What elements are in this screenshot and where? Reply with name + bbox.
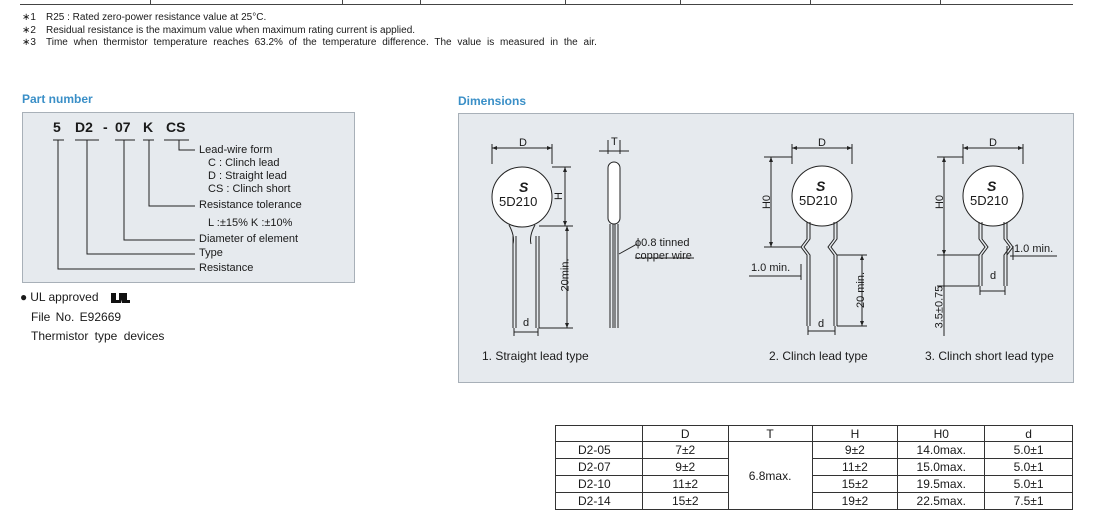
cell-model: D2-05	[556, 442, 643, 459]
cell-lead-spacing: 5.0±1	[985, 442, 1073, 459]
dimension-table	[555, 425, 1073, 510]
previous-table-bottom-edge	[20, 0, 1073, 5]
cell-d: 11±2	[642, 476, 728, 493]
clinch-lead-drawing	[749, 144, 867, 335]
dim-label-t: T	[611, 136, 618, 148]
footnote-2	[22, 25, 597, 38]
dim-label-h: H	[552, 192, 565, 200]
cell-model: D2-14	[556, 493, 643, 510]
wire-label-line2: copper wire	[635, 250, 692, 262]
footnote-1	[22, 12, 597, 25]
cell-lead-spacing: 5.0±1	[985, 476, 1073, 493]
code-tolerance: K	[143, 119, 154, 135]
dimensions-heading: Dimensions	[458, 94, 527, 108]
logo-icon: S	[816, 178, 826, 194]
cell-lead-spacing: 7.5±1	[985, 493, 1073, 510]
cell-model: D2-07	[556, 459, 643, 476]
footnote-mark: ∗2	[22, 24, 36, 36]
label-type: Type	[199, 247, 223, 259]
ul-approved-line	[20, 290, 132, 305]
dim-label-3-5: 3.5±0.75	[933, 285, 946, 329]
cell-lead-spacing: 5.0±1	[985, 459, 1073, 476]
caption-straight-lead: 1. Straight lead type	[482, 349, 589, 363]
cell-h0: 19.5max.	[898, 476, 985, 493]
caption-clinch-lead: 2. Clinch lead type	[769, 349, 868, 363]
body-marking-2: 5D210	[799, 193, 838, 208]
dim-label-h0-3: H0	[934, 194, 947, 210]
caption-clinch-short: 3. Clinch short lead type	[925, 349, 1054, 363]
label-clinch-short: CS : Clinch short	[208, 183, 291, 195]
table-header-row	[556, 426, 1073, 442]
dim-label-1min-2: 1.0 min.	[751, 262, 791, 274]
label-resistance-tolerance: Resistance tolerance	[199, 199, 302, 211]
cell-d: 9±2	[642, 459, 728, 476]
table-row	[556, 493, 1073, 510]
code-resistance-digit: 5	[53, 119, 61, 135]
straight-lead-drawing	[492, 144, 573, 336]
cell-h0: 22.5max.	[898, 493, 985, 510]
side-view-drawing	[599, 140, 694, 328]
label-lead-form: Lead-wire form	[199, 144, 273, 156]
code-dash: -	[103, 119, 108, 135]
cell-d: 15±2	[642, 493, 728, 510]
cell-h: 15±2	[812, 476, 898, 493]
dimension-drawings	[459, 114, 1075, 384]
code-diameter: 07	[115, 119, 131, 135]
dim-label-d-3: D	[989, 137, 997, 149]
header-h: H	[812, 426, 898, 442]
logo-icon: S	[519, 179, 529, 195]
cell-t: 6.8max.	[728, 442, 812, 510]
dim-label-d-2: D	[818, 137, 826, 149]
header-h0: H0	[898, 426, 985, 442]
wire-label-line1: ϕ0.8 tinned	[635, 237, 690, 249]
ul-approved-text: UL approved	[30, 290, 99, 304]
footnote-text: Time when thermistor temperature reaches 63.2% of the temperature difference. The value is measured in the air.	[46, 37, 597, 48]
label-tolerance-values: L :±15% K :±10%	[208, 217, 293, 229]
header-lead-spacing: d	[985, 426, 1073, 442]
dim-label-20min: 20min.	[559, 258, 572, 292]
cell-model: D2-10	[556, 476, 643, 493]
dim-label-d-small-1: d	[523, 317, 530, 329]
part-number-heading: Part number	[22, 92, 93, 106]
cell-h0: 15.0max.	[898, 459, 985, 476]
cell-h: 11±2	[812, 459, 898, 476]
ul-device-category: Thermistor type devices	[31, 329, 165, 343]
footnote-text: R25 : Rated zero-power resistance value at 25°C.	[46, 12, 267, 23]
table-row	[556, 442, 1073, 459]
dimensions-diagram	[458, 113, 1074, 383]
footnotes	[22, 12, 597, 50]
part-number-box	[22, 112, 355, 283]
clinch-short-drawing	[937, 144, 1057, 336]
dim-label-20min-2: 20 min.	[855, 271, 868, 309]
label-straight-lead: D : Straight lead	[208, 170, 287, 182]
label-diameter: Diameter of element	[199, 233, 299, 245]
dim-label-d-small-3: d	[990, 270, 997, 282]
dim-label-h0-2: H0	[761, 194, 774, 210]
table-row	[556, 476, 1073, 493]
ul-logo-icon	[108, 291, 132, 305]
dim-label-1min-3: 1.0 min.	[1014, 243, 1054, 255]
cell-d: 7±2	[642, 442, 728, 459]
bullet-icon: ●	[20, 290, 28, 304]
footnote-mark: ∗1	[22, 12, 36, 23]
ul-file-number: File No. E92669	[31, 310, 122, 324]
code-lead-form: CS	[166, 119, 186, 135]
table-row	[556, 459, 1073, 476]
cell-h: 19±2	[812, 493, 898, 510]
label-clinch-lead: C : Clinch lead	[208, 157, 280, 169]
part-number-leader-lines	[23, 113, 356, 284]
footnote-mark: ∗3	[22, 37, 36, 48]
dim-label-d-1: D	[519, 137, 527, 149]
code-type: D2	[75, 119, 93, 135]
body-marking-1: 5D210	[499, 194, 538, 209]
label-resistance: Resistance	[199, 262, 254, 274]
footnote-3	[22, 37, 597, 50]
body-marking-3: 5D210	[970, 193, 1009, 208]
logo-icon: S	[987, 178, 997, 194]
footnote-text: Residual resistance is the maximum value when maximum rating current is applied.	[46, 24, 416, 36]
header-t: T	[728, 426, 812, 442]
header-model	[556, 426, 643, 442]
dim-label-d-small-2: d	[818, 318, 825, 330]
cell-h: 9±2	[812, 442, 898, 459]
header-d: D	[642, 426, 728, 442]
cell-h0: 14.0max.	[898, 442, 985, 459]
